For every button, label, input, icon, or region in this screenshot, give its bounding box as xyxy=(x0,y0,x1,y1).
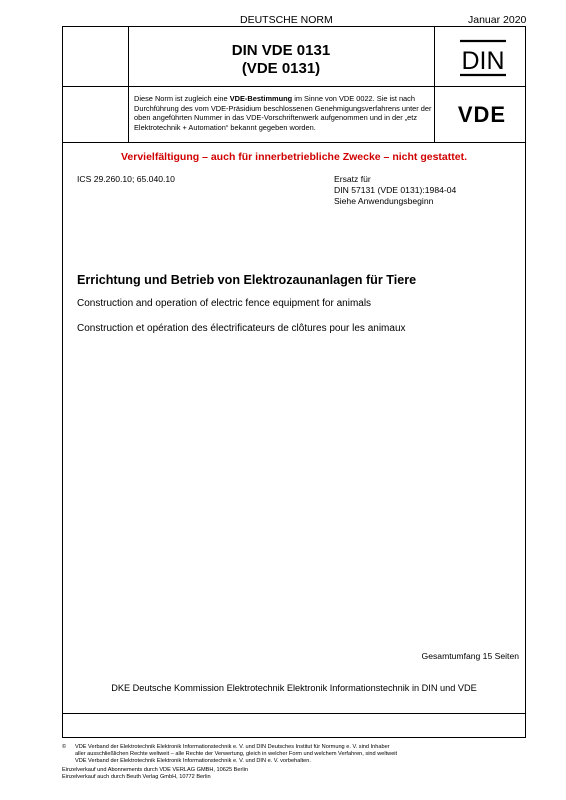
divider-right-column xyxy=(434,26,435,142)
divider-notice xyxy=(62,142,526,143)
vde-logo xyxy=(446,100,518,128)
din-logo-text: DIN xyxy=(461,47,505,75)
notice-text-post: im Sinne von VDE 0022. Sie ist nach Durchführung des vom VDE-Präsidium beschlossenen Genehmigungsverfahrens unter der oben angeführten Nummer in das VDE-Vorschriftenwerk aufgenommen und in der „etz Elektrotechnik + Automation“ bekannt gegeben worden. xyxy=(134,94,432,132)
vde-logo-icon xyxy=(446,100,518,128)
standard-number: DIN VDE 0131 xyxy=(231,42,331,59)
vde-classification: (VDE 0131) xyxy=(241,60,321,77)
sales-line-2: Einzelverkauf auch durch Beuth Verlag GmbH, 10772 Berlin xyxy=(62,774,211,780)
title-german: Errichtung und Betrieb von Elektrozaunanlagen für Tiere xyxy=(77,273,417,287)
sales-line-1: Einzelverkauf und Abonnements durch VDE VERLAG GMBH, 10625 Berlin xyxy=(62,767,248,773)
standard-type-label: DEUTSCHE NORM xyxy=(240,14,333,26)
din-logo xyxy=(458,38,508,78)
publication-date: Januar 2020 xyxy=(468,14,527,26)
sales-info xyxy=(62,767,248,781)
copyright-line-3: VDE Verband der Elektrotechnik Elektronik Informationstechnik e. V. und DIN e. V. vorbehalten. xyxy=(75,758,311,764)
title-french: Construction et opération des électrificateurs de clôtures pour les animaux xyxy=(77,323,406,334)
vde-logo-text: VDE xyxy=(457,102,507,127)
document-frame xyxy=(62,26,526,738)
total-pages: Gesamtumfang 15 Seiten xyxy=(421,651,519,661)
ics-codes: ICS 29.260.10; 65.040.10 xyxy=(77,174,175,184)
divider-title xyxy=(62,86,526,87)
replacement-info xyxy=(334,174,456,207)
application-start-note: Siehe Anwendungsbeginn xyxy=(334,196,434,206)
replacement-label: Ersatz für xyxy=(334,174,371,184)
vde-notice xyxy=(134,94,432,132)
replaced-standard: DIN 57131 (VDE 0131):1984-04 xyxy=(334,185,457,195)
copyright-notice xyxy=(75,744,535,765)
dke-committee: DKE Deutsche Kommission Elektrotechnik Elektronik Informationstechnik in DIN und VDE xyxy=(111,683,477,693)
notice-text-pre: Diese Norm ist zugleich eine xyxy=(134,94,230,103)
title-english: Construction and operation of electric fence equipment for animals xyxy=(77,298,372,309)
copyright-line-1: VDE Verband der Elektrotechnik Elektronik Informationstechnik e. V. und DIN Deutsches Institut für Normung e. V. sind Inhaber xyxy=(75,744,390,750)
din-logo-icon xyxy=(458,38,508,78)
copy-warning: Vervielfältigung – auch für innerbetriebliche Zwecke – nicht gestattet. xyxy=(120,151,467,163)
copyright-symbol: © xyxy=(62,744,67,750)
copyright-line-2: aller ausschließlichen Rechte weltweit – alle Rechte der Verwertung, gleich in welcher Form und welchem Verfahren, sind weltweit xyxy=(75,751,398,757)
notice-bold: VDE-Bestimmung xyxy=(229,94,293,103)
divider-footer xyxy=(62,713,526,714)
